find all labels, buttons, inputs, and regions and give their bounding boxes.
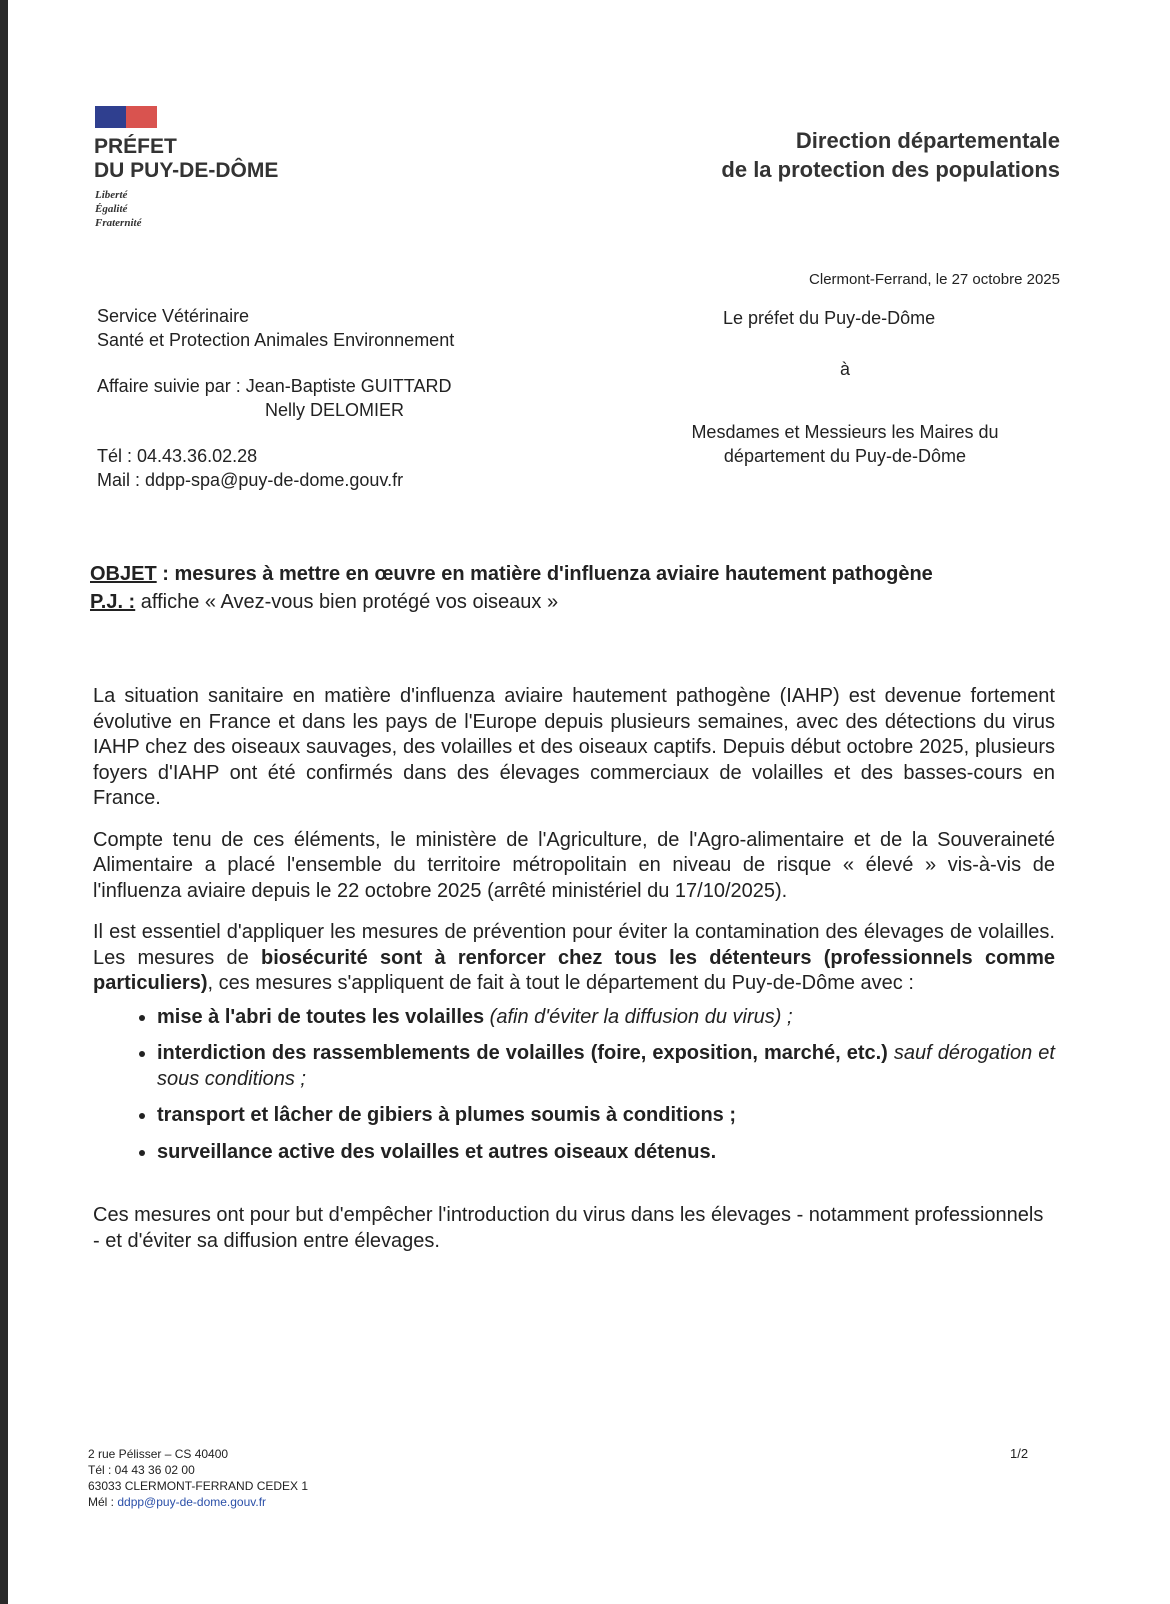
marianne-logo-icon xyxy=(95,106,157,128)
motto xyxy=(95,188,141,230)
motto-liberte: Liberté xyxy=(95,189,128,201)
subject-block xyxy=(90,560,933,616)
footer-mel-label: Mél : xyxy=(88,1495,118,1509)
sender-tel: Tél : 04.43.36.02.28 xyxy=(97,446,258,466)
motto-fraternite: Fraternité xyxy=(95,217,142,229)
subject-line xyxy=(90,560,933,588)
list-item xyxy=(157,1041,1055,1092)
logo-line2: DU PUY-DE-DÔME xyxy=(94,159,279,182)
paragraph-1: La situation sanitaire en matière d'influenza aviaire hautement pathogène (IAHP) est devenue fortement évolutive en France et dans les pays de l'Europe depuis plusieurs semaines, avec des détections du virus IAHP chez des oiseaux sauvages, des volailles et des oiseaux captifs. Depuis début octobre 2025, plusieurs foyers d'IAHP ont été confirmés dans des élevages commerciaux de volailles et des basses-cours en France. xyxy=(93,685,1055,809)
list-item xyxy=(157,1140,1055,1166)
subservice-name: Santé et Protection Animales Environnement xyxy=(97,330,455,350)
p3-text: Il est essentiel d'appliquer les mesures de prévention pour éviter la contamination des élevages de volailles. Les mesures de xyxy=(93,921,1055,969)
bullet-bold: mise à l'abri de toutes les volailles xyxy=(157,1005,485,1028)
sender-mail: Mail : ddpp-spa@puy-de-dome.gouv.fr xyxy=(97,470,404,490)
affaire-suivie xyxy=(97,374,451,422)
p3-text-end: , ces mesures s'appliquent de fait à tout le département du Puy-de-Dôme avec : xyxy=(207,972,914,994)
direction-line2: de la protection des populations xyxy=(721,157,1060,182)
letter-body xyxy=(93,684,1055,1270)
recipient-to xyxy=(675,420,1015,468)
objet-label: OBJET xyxy=(90,563,157,585)
bullet-italic: sauf dérogation et sous conditions ; xyxy=(157,1042,1055,1090)
objet-text: : mesures à mettre en œuvre en matière d'influenza aviaire hautement pathogène xyxy=(156,563,933,585)
recipient-to-word: à xyxy=(840,359,851,379)
direction-line1: Direction départementale xyxy=(795,128,1060,153)
sender-contact xyxy=(97,444,403,492)
bullet-bold: surveillance active des volailles et autres oiseaux détenus. xyxy=(157,1140,717,1163)
list-item xyxy=(157,1005,1055,1031)
p3-bold: biosécurité sont à renforcer chez tous les détenteurs (professionnels comme particuliers) xyxy=(93,946,1055,994)
footer-address2: 63033 CLERMONT-FERRAND CEDEX 1 xyxy=(88,1479,309,1493)
measures-list xyxy=(93,1005,1055,1166)
pj-label: P.J. : xyxy=(90,591,136,613)
pj-text: affiche « Avez-vous bien protégé vos oiseaux » xyxy=(140,591,559,613)
bullet-bold: interdiction des rassemblements de volailles (foire, exposition, marché, etc.) xyxy=(157,1042,888,1064)
affaire-line2: Nelly DELOMIER xyxy=(265,400,405,420)
page-number: 1/2 xyxy=(1010,1446,1029,1461)
footer-address1: 2 rue Pélisser – CS 40400 xyxy=(88,1447,229,1461)
bullet-bold: transport et lâcher de gibiers à plumes soumis à conditions ; xyxy=(157,1104,737,1126)
recipient-from: Le préfet du Puy-de-Dôme xyxy=(723,308,936,328)
prefet-logo-text xyxy=(94,135,278,183)
sender-service xyxy=(97,304,454,352)
recipient-line1: Mesdames et Messieurs les Maires du xyxy=(691,422,999,442)
footer-address xyxy=(88,1446,308,1510)
footer-email-link[interactable]: ddpp@puy-de-dome.gouv.fr xyxy=(117,1495,267,1509)
paragraph-2: Compte tenu de ces éléments, le ministère de l'Agriculture, de l'Agro-alimentaire et de la Souveraineté Alimentaire a placé l'ensemble du territoire métropolitain en niveau de risque « élevé » vis-à-vis de l'influenza aviaire depuis le 22 octobre 2025 (arrêté ministériel du 17/10/2025). xyxy=(93,828,1055,902)
service-name: Service Vétérinaire xyxy=(97,306,250,326)
logo-line1: PRÉFET xyxy=(94,135,177,158)
list-item xyxy=(157,1103,1055,1129)
letter-date: Clermont-Ferrand, le 27 octobre 2025 xyxy=(809,271,1060,288)
recipient-line2: département du Puy-de-Dôme xyxy=(723,446,967,466)
footer-tel: Tél : 04 43 36 02 00 xyxy=(88,1463,195,1477)
affaire-line1: Affaire suivie par : Jean-Baptiste GUITTARD xyxy=(97,376,452,396)
paragraph-3 xyxy=(93,920,1055,997)
direction-title xyxy=(721,126,1060,184)
paragraph-4: Ces mesures ont pour but d'empêcher l'introduction du virus dans les élevages - notamment professionnels - et d'éviter sa diffusion entre élevages. xyxy=(93,1204,1044,1252)
bullet-italic: (afin d'éviter la diffusion du virus) ; xyxy=(484,1005,793,1028)
scan-edge xyxy=(0,0,8,1604)
motto-egalite: Égalité xyxy=(95,203,128,215)
